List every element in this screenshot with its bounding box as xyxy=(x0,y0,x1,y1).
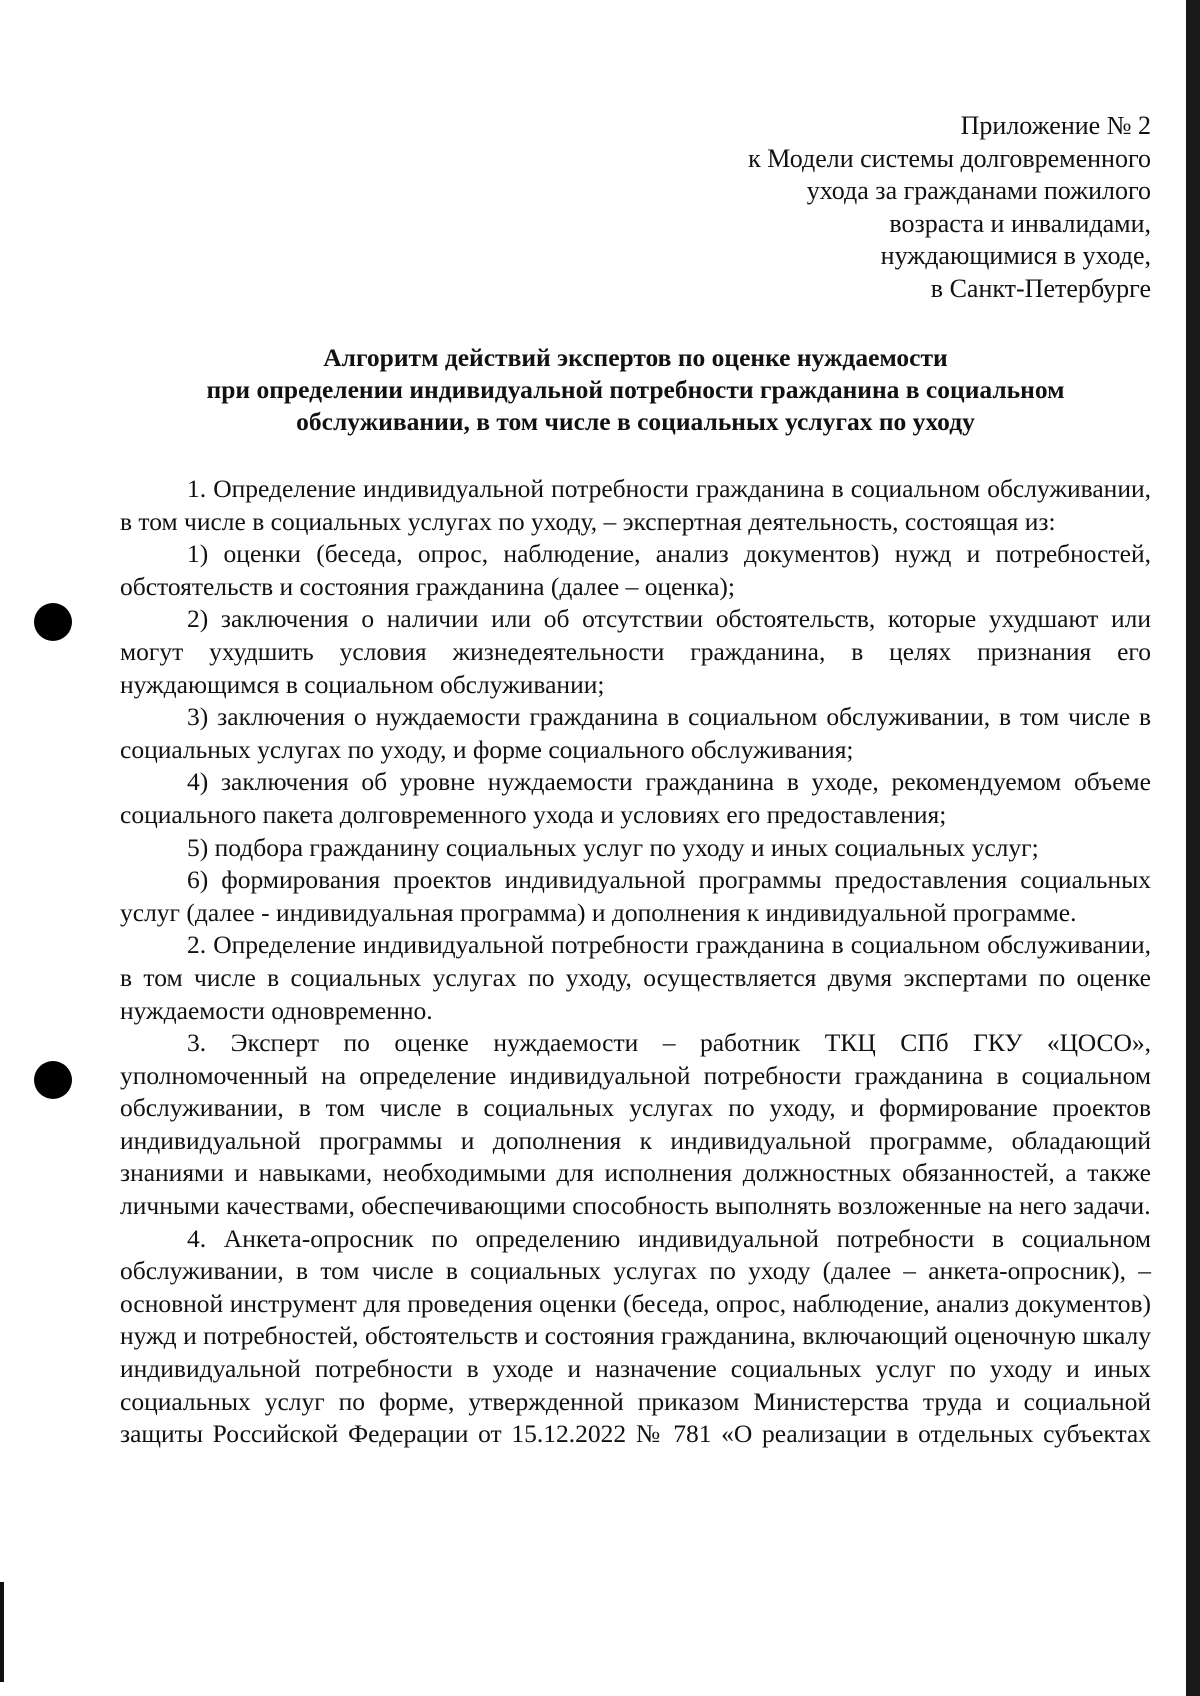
list-item-2: 2) заключения о наличии или об отсутствии обстоятельств, которые ухудшают или могут ухудшить условия жизнедеятельности гражданина, в целях признания его нуждающимся в социальном обслуживании; xyxy=(120,604,1151,699)
list-item-6: 6) формирования проектов индивидуальной программы предоставления социальных услуг (далее - индивидуальная программа) и дополнения к индивидуальной программе. xyxy=(120,865,1151,927)
title-line: Алгоритм действий экспертов по оценке нуждаемости xyxy=(323,343,948,372)
document-title xyxy=(120,342,1151,438)
scan-right-edge xyxy=(1186,0,1200,1696)
appendix-line: возраста и инвалидами, xyxy=(889,208,1151,238)
paragraph-3: 3. Эксперт по оценке нуждаемости – работник ТКЦ СПб ГКУ «ЦОСО», уполномоченный на определение индивидуальной потребности гражданина в социальном обслуживании, в том числе в социальных услугах по уходу, и формирование проектов индивидуальной программы и дополнения к индивидуальной программе, обладающий знаниями и навыками, необходимыми для исполнения должностных обязанностей, а также личными качествами, обеспечивающими способность выполнять возложенные на него задачи. xyxy=(120,1028,1151,1221)
title-line: обслуживании, в том числе в социальных услугах по уходу xyxy=(296,407,975,436)
paragraph-2: 2. Определение индивидуальной потребности гражданина в социальном обслуживании, в том числе в социальных услугах по уходу, осуществляется двумя экспертами по оценке нуждаемости одновременно. xyxy=(120,930,1151,1025)
paragraph-1: 1. Определение индивидуальной потребности гражданина в социальном обслуживании, в том числе в социальных услугах по уходу, – экспертная деятельность, состоящая из: xyxy=(120,474,1151,536)
list-item-3: 3) заключения о нуждаемости гражданина в социальном обслуживании, в том числе в социальных услугах по уходу, и форме социального обслуживания; xyxy=(120,702,1151,764)
appendix-line: нуждающимися в уходе, xyxy=(880,241,1151,270)
punch-hole xyxy=(34,1061,72,1099)
paragraph-4: 4. Анкета-опросник по определению индивидуальной потребности в социальном обслуживании, в том числе в социальных услугах по уходу (далее – анкета-опросник), – основной инструмент для проведения оценки (беседа, опрос, наблюдение, анализ документов) нужд и потребностей, обстоятельств и состояния гражданина, включающий оценочную шкалу индивидуальной потребности в уходе и назначение социальных услуг по уходу и иных социальных услуг по форме, утвержденной приказом Министерства труда и социальной защиты Российской Федерации от 15.12.2022 № 781 «О реализации в отдельных субъектах xyxy=(120,1223,1151,1449)
appendix-line: ухода за гражданами пожилого xyxy=(806,176,1151,205)
document-body xyxy=(120,473,1151,1451)
appendix-line: Приложение № 2 xyxy=(960,111,1151,140)
list-item-4: 4) заключения об уровне нуждаемости гражданина в уходе, рекомендуемом объеме социального пакета долговременного ухода и условиях его предоставления; xyxy=(120,767,1151,829)
punch-hole xyxy=(34,603,72,641)
appendix-line: к Модели системы долговременного xyxy=(748,143,1151,173)
list-item-5: 5) подбора гражданину социальных услуг по уходу и иных социальных услуг; xyxy=(187,832,1039,862)
appendix-line: в Санкт-Петербурге xyxy=(930,273,1151,303)
appendix-header xyxy=(748,110,1151,305)
title-line: при определении индивидуальной потребности гражданина в социальном xyxy=(206,375,1065,404)
scan-left-mark xyxy=(0,1582,4,1682)
list-item-1: 1) оценки (беседа, опрос, наблюдение, анализ документов) нужд и потребностей, обстоятельств и состояния гражданина (далее – оценка); xyxy=(120,539,1151,601)
